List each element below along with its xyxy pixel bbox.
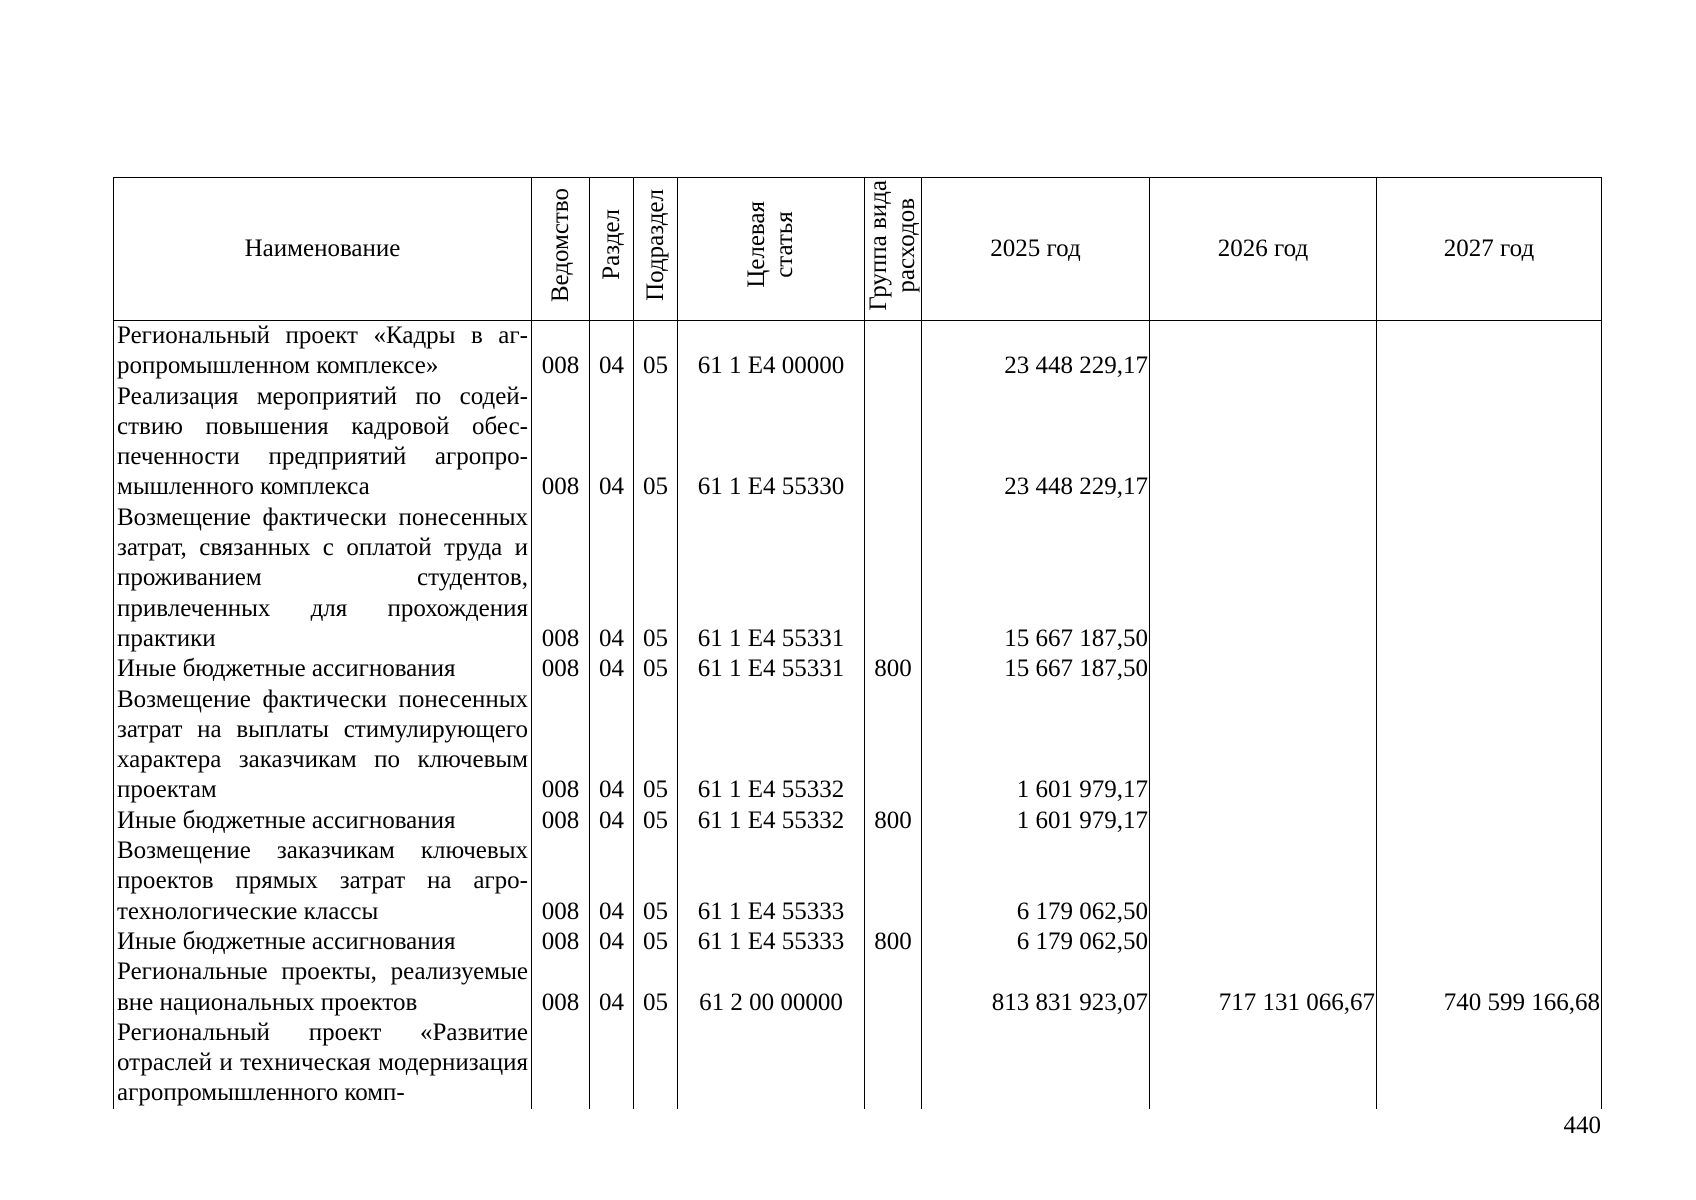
row-name: Региональный проект «Развитие отраслей и техническая модернизация агропромышленного комп- [114, 1018, 532, 1109]
row-department: 008 [532, 321, 590, 382]
row-subsection: 05 [634, 382, 678, 503]
row-name: Реализация мероприятий по содействию повышения кадровой обеспеченности предприятий агропромышленного комплекса [114, 382, 532, 503]
row-target-article [678, 1018, 865, 1109]
row-department: 008 [532, 503, 590, 654]
row-section: 04 [590, 806, 634, 836]
row-amount-2026 [1150, 927, 1377, 957]
row-amount-2027 [1377, 1018, 1602, 1109]
row-amount-2025 [922, 1018, 1150, 1109]
row-target-article: 61 1 Е4 55331 [678, 503, 865, 654]
header-section: Раздел [590, 178, 634, 321]
row-expense-group: 800 [865, 806, 922, 836]
row-name: Возмещение фактически понесенных затрат на выплаты стимулирующего характера заказчикам по ключевым проектам [114, 685, 532, 806]
row-target-article: 61 2 00 00000 [678, 957, 865, 1018]
row-expense-group [865, 321, 922, 382]
header-subsection: Подраздел [634, 178, 678, 321]
row-subsection: 05 [634, 927, 678, 957]
header-target-article: Целевая статья [678, 178, 865, 321]
row-department: 008 [532, 927, 590, 957]
table-row [114, 685, 1602, 806]
row-amount-2026 [1150, 654, 1377, 684]
row-expense-group: 800 [865, 927, 922, 957]
row-subsection: 05 [634, 957, 678, 1018]
row-amount-2026 [1150, 836, 1377, 927]
row-expense-group [865, 957, 922, 1018]
row-amount-2027 [1377, 685, 1602, 806]
row-expense-group [865, 685, 922, 806]
row-name: Возмещение заказчикам ключевых проектов прямых затрат на агротехнологические классы [114, 836, 532, 927]
row-amount-2025: 6 179 062,50 [922, 836, 1150, 927]
row-amount-2027 [1377, 382, 1602, 503]
row-target-article: 61 1 Е4 00000 [678, 321, 865, 382]
row-amount-2027: 740 599 166,68 [1377, 957, 1602, 1018]
table-row [114, 927, 1602, 957]
table-row [114, 503, 1602, 654]
header-department: Ведомство [532, 178, 590, 321]
row-subsection: 05 [634, 806, 678, 836]
row-amount-2025: 15 667 187,50 [922, 503, 1150, 654]
row-section: 04 [590, 927, 634, 957]
table-row [114, 806, 1602, 836]
row-amount-2025: 6 179 062,50 [922, 927, 1150, 957]
header-year-2026: 2026 год [1150, 178, 1377, 321]
row-section: 04 [590, 957, 634, 1018]
row-amount-2025: 23 448 229,17 [922, 382, 1150, 503]
row-subsection: 05 [634, 503, 678, 654]
table-row [114, 957, 1602, 1018]
table-row [114, 321, 1602, 382]
row-section: 04 [590, 654, 634, 684]
row-target-article: 61 1 Е4 55332 [678, 685, 865, 806]
row-name: Региональные проекты, реализуемые вне национальных проектов [114, 957, 532, 1018]
row-department: 008 [532, 836, 590, 927]
row-department: 008 [532, 654, 590, 684]
row-name: Региональный проект «Кадры в агропромышленном комплексе» [114, 321, 532, 382]
row-target-article: 61 1 Е4 55333 [678, 836, 865, 927]
row-amount-2026 [1150, 321, 1377, 382]
row-name: Возмещение фактически понесенных затрат, связанных с оплатой труда и проживанием студентов, привлеченных для прохождения практики [114, 503, 532, 654]
row-subsection [634, 1018, 678, 1109]
row-amount-2026 [1150, 806, 1377, 836]
table-row [114, 382, 1602, 503]
row-section [590, 1018, 634, 1109]
row-target-article: 61 1 Е4 55331 [678, 654, 865, 684]
row-target-article: 61 1 Е4 55332 [678, 806, 865, 836]
row-department [532, 1018, 590, 1109]
row-amount-2027 [1377, 927, 1602, 957]
row-department: 008 [532, 382, 590, 503]
row-amount-2026 [1150, 1018, 1377, 1109]
row-expense-group [865, 1018, 922, 1109]
row-amount-2027 [1377, 503, 1602, 654]
row-name: Иные бюджетные ассигнования [114, 927, 532, 957]
row-name: Иные бюджетные ассигнования [114, 806, 532, 836]
row-amount-2025: 1 601 979,17 [922, 685, 1150, 806]
row-section: 04 [590, 503, 634, 654]
row-amount-2026 [1150, 382, 1377, 503]
row-amount-2026 [1150, 685, 1377, 806]
row-subsection: 05 [634, 836, 678, 927]
row-department: 008 [532, 685, 590, 806]
budget-table [113, 177, 1602, 1109]
row-amount-2025: 1 601 979,17 [922, 806, 1150, 836]
row-expense-group [865, 836, 922, 927]
row-expense-group [865, 382, 922, 503]
table-body [114, 321, 1602, 1109]
row-section: 04 [590, 321, 634, 382]
row-section: 04 [590, 836, 634, 927]
row-amount-2027 [1377, 806, 1602, 836]
row-amount-2026 [1150, 503, 1377, 654]
row-expense-group [865, 503, 922, 654]
row-target-article: 61 1 Е4 55333 [678, 927, 865, 957]
row-department: 008 [532, 957, 590, 1018]
row-section: 04 [590, 382, 634, 503]
row-amount-2025: 15 667 187,50 [922, 654, 1150, 684]
row-amount-2027 [1377, 321, 1602, 382]
row-amount-2026: 717 131 066,67 [1150, 957, 1377, 1018]
row-amount-2027 [1377, 654, 1602, 684]
page-number: 440 [1563, 1112, 1601, 1139]
row-section: 04 [590, 685, 634, 806]
row-subsection: 05 [634, 321, 678, 382]
header-expense-group: Группа вида расходов [865, 178, 922, 321]
row-subsection: 05 [634, 685, 678, 806]
row-target-article: 61 1 Е4 55330 [678, 382, 865, 503]
row-department: 008 [532, 806, 590, 836]
row-amount-2027 [1377, 836, 1602, 927]
row-subsection: 05 [634, 654, 678, 684]
row-expense-group: 800 [865, 654, 922, 684]
header-row [114, 178, 1602, 321]
row-amount-2025: 23 448 229,17 [922, 321, 1150, 382]
header-year-2025: 2025 год [922, 178, 1150, 321]
header-name: Наименование [114, 178, 532, 321]
table-row [114, 1018, 1602, 1109]
row-name: Иные бюджетные ассигнования [114, 654, 532, 684]
row-amount-2025: 813 831 923,07 [922, 957, 1150, 1018]
header-year-2027: 2027 год [1377, 178, 1602, 321]
table-row [114, 654, 1602, 684]
table-row [114, 836, 1602, 927]
